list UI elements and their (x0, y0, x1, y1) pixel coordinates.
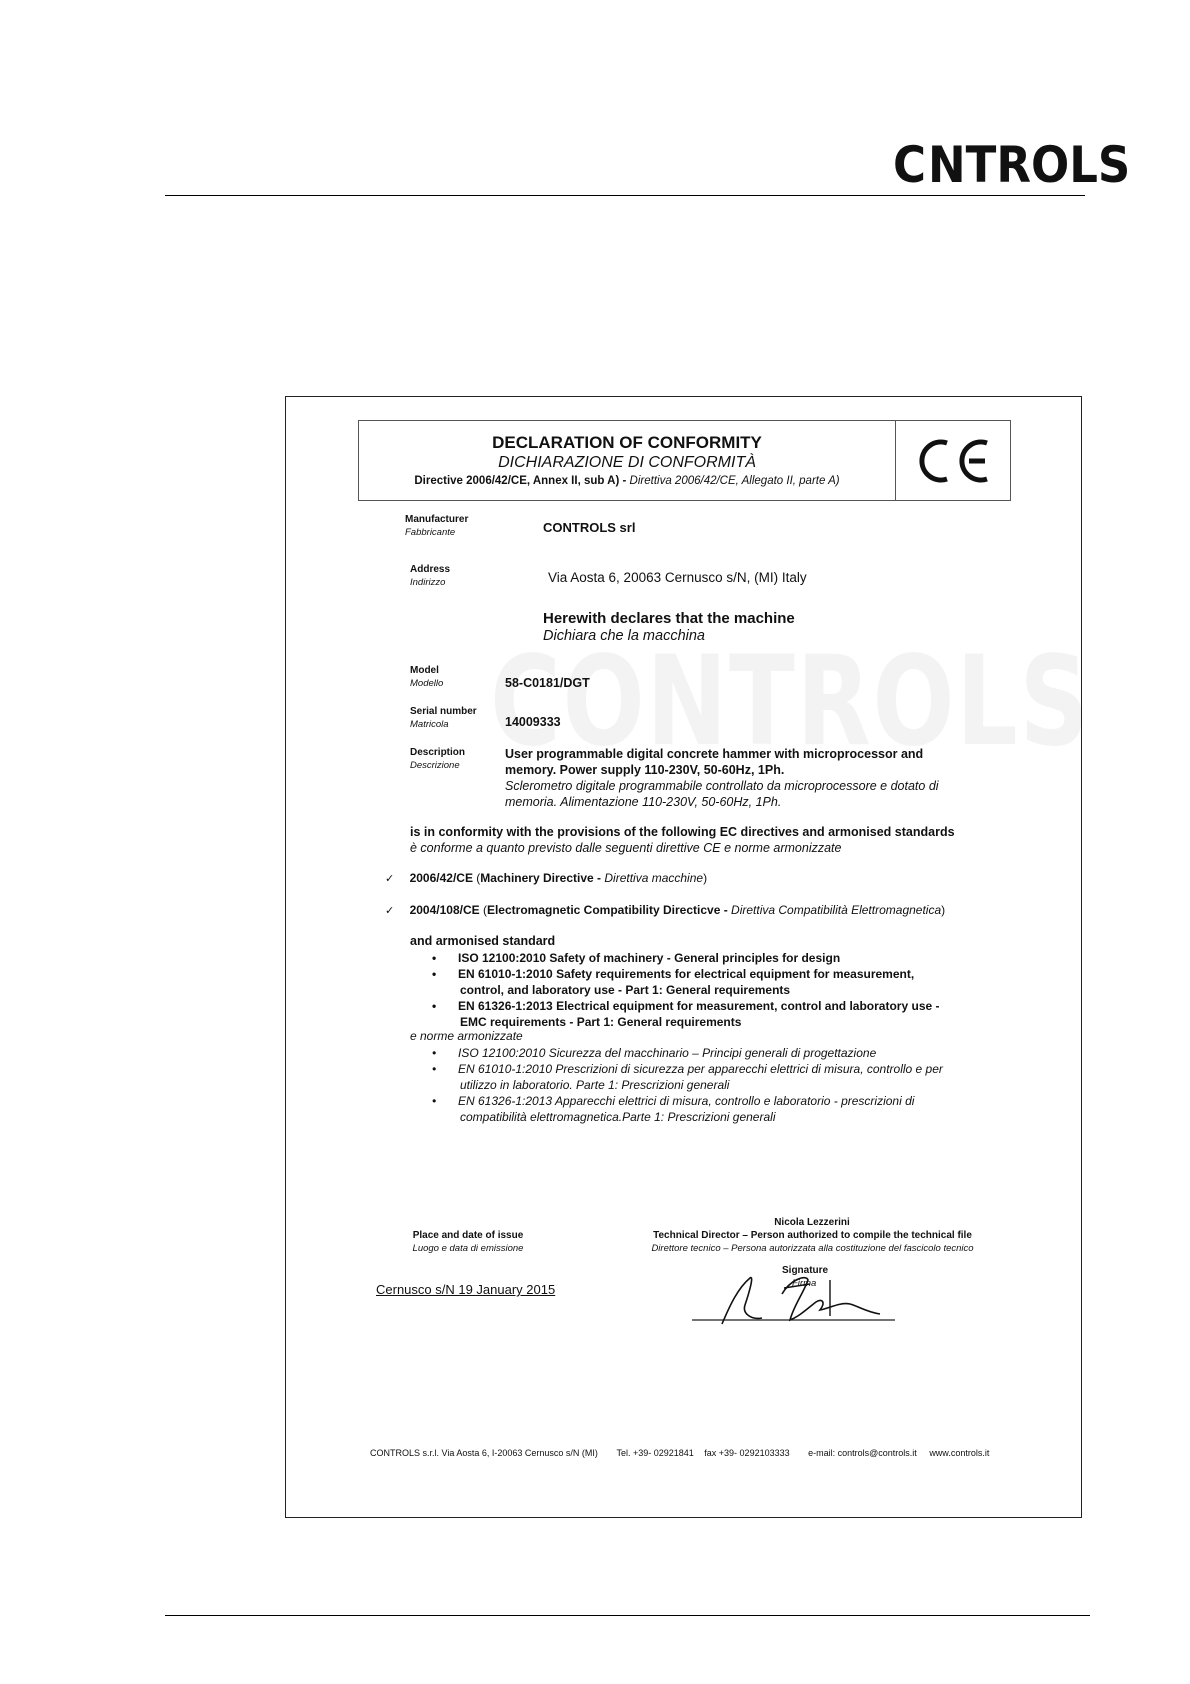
signer-title-en: Technical Director – Person authorized to compile the technical file (653, 1230, 972, 1241)
description-en-line1: User programmable digital concrete hammer with microprocessor and (505, 747, 924, 761)
footer-fax: fax +39- 0292103333 (704, 1448, 790, 1458)
signature-label-it: Firma (792, 1278, 817, 1289)
footer-web: www.controls.it (929, 1448, 990, 1458)
declares-en: Herewith declares that the machine (543, 610, 795, 627)
handwritten-signature (690, 1250, 900, 1330)
directive-item-emc (385, 903, 945, 917)
title-en: DECLARATION OF CONFORMITY (492, 433, 762, 452)
check-icon: ✓ (385, 873, 395, 885)
logo-letters-ntrols: NTROLS (928, 136, 1131, 194)
directive-name-it: Direttiva macchine (604, 871, 704, 885)
bullet-icon: • (432, 1046, 437, 1060)
directive-item-machinery (385, 871, 707, 885)
address-label-en: Address (410, 564, 451, 575)
bullet-icon: • (432, 1094, 437, 1108)
directive-name-en: Electromagnetic Compatibility Directicve - (486, 903, 732, 917)
standard-it-3: • EN 61326-1:2013 Apparecchi elettrici di misura, controllo e laboratorio - prescrizioni di (432, 1094, 915, 1108)
place-label-it: Luogo e data di emissione (412, 1243, 524, 1254)
footer-rule (165, 1615, 1090, 1616)
standard-en-1: • ISO 12100:2010 Safety of machinery - General principles for design (432, 951, 841, 965)
description-label-it: Descrizione (410, 760, 460, 771)
signer-title-it: Direttore tecnico – Persona autorizzata alla costituzione del fascicolo tecnico (651, 1243, 974, 1254)
ce-mark-icon (899, 426, 1009, 496)
title-divider (895, 421, 896, 500)
directive-paren-open: ( (472, 871, 481, 885)
standard-en-3: • EN 61326-1:2013 Electrical equipment for measurement, control and laboratory use - (432, 999, 940, 1013)
standards-heading-en: and armonised standard (410, 934, 556, 948)
description-it-line1: Sclerometro digitale programmabile controllato da microprocessore e dotato di (505, 779, 939, 793)
address-value: Via Aosta 6, 20063 Cernusco s/N, (MI) Italy (548, 570, 807, 585)
bullet-icon: • (432, 967, 437, 981)
directive-en: Directive 2006/42/CE, Annex II, sub A) - (414, 475, 627, 487)
directive-code: 2004/108/CE (409, 903, 480, 917)
watermark (490, 640, 911, 760)
place-date-value: Cernusco s/N 19 January 2015 (376, 1282, 556, 1297)
address-label-it: Indirizzo (410, 577, 446, 588)
footer-email: e-mail: controls@controls.it (808, 1448, 917, 1458)
directive-it: Direttiva 2006/42/CE, Allegato II, parte A) (629, 475, 840, 487)
conformity-en: is in conformity with the provisions of the following EC directives and armonised standards (410, 825, 955, 839)
model-value: 58-C0181/DGT (505, 676, 590, 690)
standard-it-2-cont: utilizzo in laboratorio. Parte 1: Prescrizioni generali (460, 1078, 730, 1092)
manufacturer-value: CONTROLS srl (543, 520, 636, 535)
serial-label-en: Serial number (410, 706, 477, 717)
standards-heading-it: e norme armonizzate (410, 1029, 523, 1043)
conformity-it: è conforme a quanto previsto dalle seguenti direttive CE e norme armonizzate (410, 841, 842, 855)
controls-logo (893, 136, 1131, 194)
manufacturer-label-it: Fabbricante (405, 527, 456, 538)
signer-name: Nicola Lezzerini (774, 1217, 850, 1228)
directive-paren-close: ) (941, 903, 946, 917)
header-rule (165, 195, 1085, 196)
standard-it-1: • ISO 12100:2010 Sicurezza del macchinario – Principi generali di progettazione (432, 1046, 877, 1060)
directive-paren-close: ) (703, 871, 708, 885)
directive-name-it: Direttiva Compatibilità Elettromagnetica (731, 903, 942, 917)
footer-company: CONTROLS s.r.l. Via Aosta 6, I-20063 Cernusco s/N (MI) (370, 1448, 598, 1458)
signature-label-en: Signature (782, 1265, 829, 1276)
bullet-icon: • (432, 999, 437, 1013)
bullet-icon: • (432, 1062, 437, 1076)
directive-paren-open: ( (479, 903, 487, 917)
check-icon: ✓ (385, 905, 395, 917)
place-label-en: Place and date of issue (412, 1230, 524, 1241)
footer-tel: Tel. +39- 02921841 (616, 1448, 694, 1458)
standard-en-2: • EN 61010-1:2010 Safety requirements for electrical equipment for measurement, (432, 967, 915, 981)
logo-letter-c: C (893, 136, 927, 194)
manufacturer-label-en: Manufacturer (405, 514, 469, 525)
standard-en-3-cont: EMC requirements - Part 1: General requirements (460, 1015, 742, 1029)
bullet-icon: • (432, 951, 437, 965)
certificate-title-box (358, 420, 1011, 501)
standard-it-3-cont: compatibilità elettromagnetica.Parte 1: Prescrizioni generali (460, 1110, 776, 1124)
certificate-footer (370, 1448, 989, 1458)
description-it-line2: memoria. Alimentazione 110-230V, 50-60Hz, 1Ph. (505, 795, 782, 809)
directive-name-en: Machinery Directive - (480, 871, 605, 885)
serial-value: 14009333 (505, 715, 561, 729)
standard-it-2: • EN 61010-1:2010 Prescrizioni di sicurezza per apparecchi elettrici di misura, controllo e per (432, 1062, 943, 1076)
model-label-it: Modello (410, 678, 444, 689)
model-label-en: Model (410, 665, 439, 676)
title-it: DICHIARAZIONE DI CONFORMITÀ (498, 454, 756, 471)
directive-code: 2006/42/CE (409, 871, 473, 885)
description-en-line2: memory. Power supply 110-230V, 50-60Hz, 1Ph. (505, 763, 785, 777)
description-label-en: Description (410, 747, 466, 758)
directive-line (359, 475, 895, 487)
serial-label-it: Matricola (410, 719, 449, 730)
standard-en-2-cont: control, and laboratory use - Part 1: General requirements (460, 983, 791, 997)
declares-it: Dichiara che la macchina (543, 628, 705, 644)
